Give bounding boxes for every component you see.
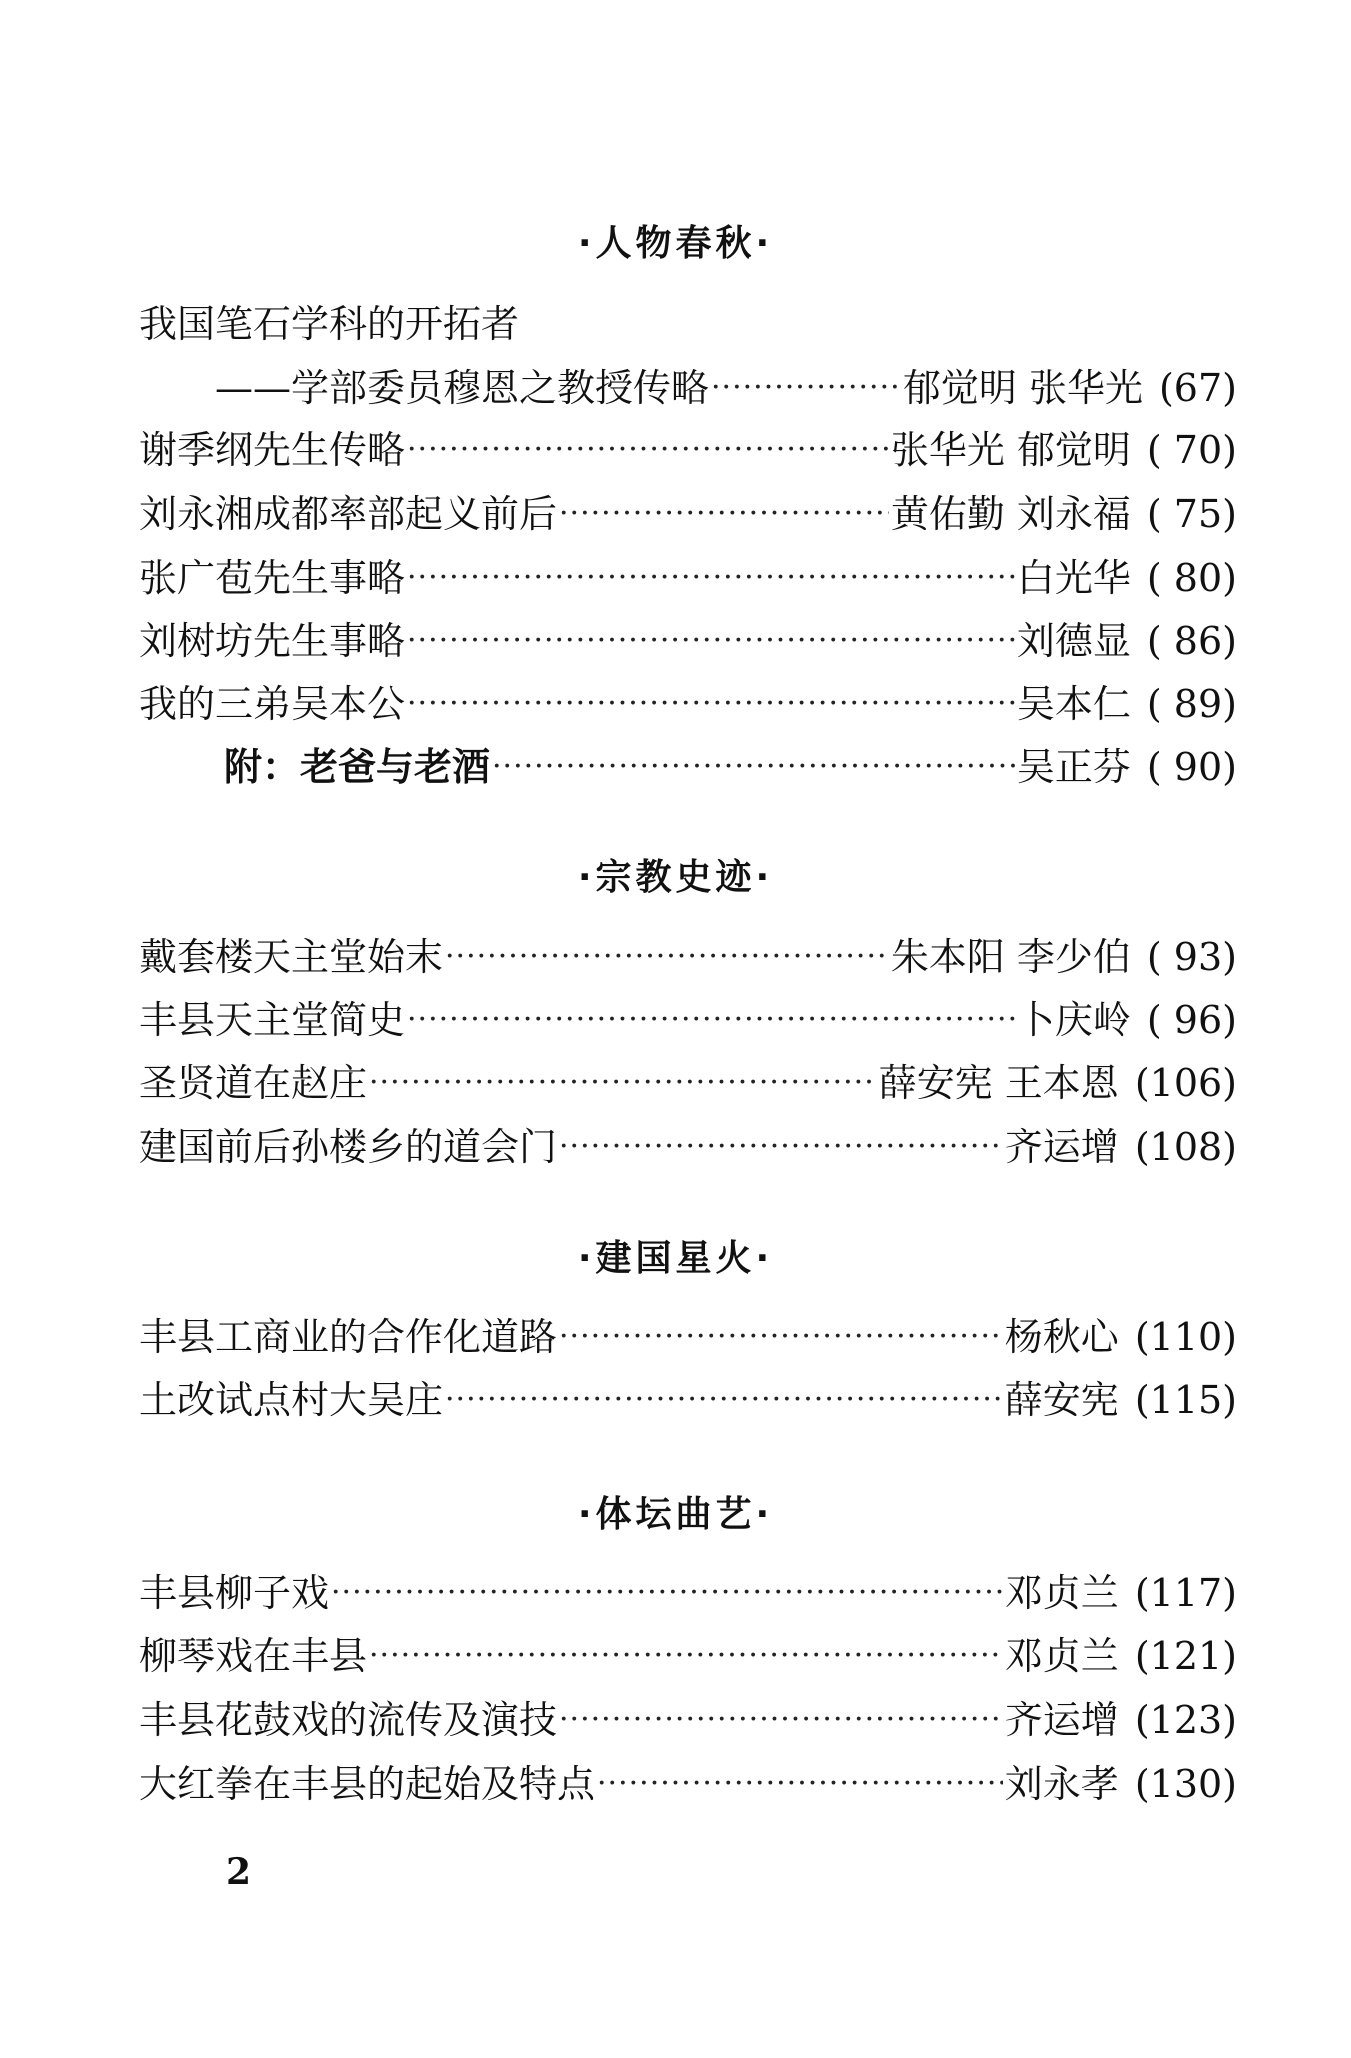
entry-page: ( 89) — [1146, 682, 1237, 726]
leader-dots — [559, 1690, 1003, 1750]
toc-entry — [139, 1370, 1237, 1430]
entry-author: 齐运增 — [1004, 1125, 1119, 1169]
entry-page: ( 90) — [1146, 745, 1237, 789]
entry-title: 丰县花鼓戏的流传及演技 — [139, 1698, 558, 1742]
toc-entry — [139, 674, 1237, 734]
entry-page: ( 80) — [1146, 556, 1237, 600]
leader-dots — [445, 1370, 1003, 1430]
leader-dots — [407, 990, 1015, 1050]
entry-page: ( 96) — [1146, 998, 1237, 1042]
leader-dots — [407, 420, 889, 480]
leader-dots — [445, 927, 889, 987]
entry-title: 丰县柳子戏 — [139, 1571, 330, 1615]
toc-entry — [139, 1754, 1237, 1814]
entry-author: 张华光 郁觉明 — [890, 428, 1131, 472]
entry-page: (108) — [1134, 1125, 1237, 1169]
entry-author: 薛安宪 王本恩 — [878, 1061, 1119, 1105]
toc-entry — [139, 1307, 1237, 1367]
entry-title: 柳琴戏在丰县 — [139, 1634, 368, 1678]
toc-entry — [224, 737, 1237, 797]
leader-dots — [711, 358, 901, 418]
toc-entry — [139, 548, 1237, 608]
toc-entry — [215, 358, 1237, 418]
toc-entry — [139, 1690, 1237, 1750]
toc-entry — [139, 294, 519, 354]
leader-dots — [369, 1053, 877, 1113]
toc-entry — [139, 927, 1237, 987]
entry-title: 张广苞先生事略 — [139, 556, 406, 600]
leader-dots — [559, 1307, 1003, 1367]
toc-entry — [139, 1053, 1237, 1113]
entry-title: 丰县工商业的合作化道路 — [139, 1315, 558, 1359]
entry-author: 刘德显 — [1016, 619, 1131, 663]
entry-page: (115) — [1134, 1378, 1237, 1422]
entry-author: 吴正芬 — [1016, 745, 1131, 789]
entry-page: ( 70) — [1146, 428, 1237, 472]
entry-author: 刘永孝 — [1004, 1762, 1119, 1806]
toc-entry — [139, 484, 1237, 544]
entry-title: ——学部委员穆恩之教授传略 — [215, 366, 710, 410]
entry-title: 大红拳在丰县的起始及特点 — [139, 1762, 596, 1806]
entry-author: 黄佑勤 刘永福 — [890, 492, 1131, 536]
entry-title: 我的三弟吴本公 — [139, 682, 406, 726]
section-heading: ·建国星火· — [577, 1238, 774, 1279]
section-heading: ·宗教史迹· — [577, 857, 774, 898]
entry-page: (121) — [1134, 1634, 1237, 1678]
toc-entry — [139, 990, 1237, 1050]
entry-page: (117) — [1134, 1571, 1237, 1615]
entry-author: 邓贞兰 — [1004, 1634, 1119, 1678]
leader-dots — [492, 737, 1015, 797]
entry-page: ( 86) — [1146, 619, 1237, 663]
toc-entry — [139, 420, 1237, 480]
entry-author: 白光华 — [1016, 556, 1131, 600]
entry-title: 建国前后孙楼乡的道会门 — [139, 1125, 558, 1169]
entry-title: 土改试点村大吴庄 — [139, 1378, 444, 1422]
entry-author: 邓贞兰 — [1004, 1571, 1119, 1615]
section-heading: ·人物春秋· — [577, 223, 774, 264]
leader-dots — [407, 674, 1015, 734]
entry-title: 戴套楼天主堂始末 — [139, 935, 444, 979]
entry-title: 刘树坊先生事略 — [139, 619, 406, 663]
entry-title: 我国笔石学科的开拓者 — [139, 302, 520, 346]
toc-entry — [139, 1563, 1237, 1623]
entry-author: 杨秋心 — [1004, 1315, 1119, 1359]
leader-dots — [559, 1117, 1003, 1177]
entry-title: 丰县天主堂简史 — [139, 998, 406, 1042]
entry-page: ( 93) — [1146, 935, 1237, 979]
leader-dots — [369, 1626, 1003, 1686]
entry-page: (67) — [1158, 366, 1237, 410]
leader-dots — [559, 484, 889, 544]
entry-title: 附：老爸与老酒 — [224, 744, 491, 789]
leader-dots — [331, 1563, 1003, 1623]
entry-author: 薛安宪 — [1004, 1378, 1119, 1422]
entry-author: 吴本仁 — [1016, 682, 1131, 726]
entry-title: 圣贤道在赵庄 — [139, 1061, 368, 1105]
section-heading: ·体坛曲艺· — [577, 1494, 774, 1535]
leader-dots — [597, 1754, 1003, 1814]
entry-author: 齐运增 — [1004, 1698, 1119, 1742]
entry-page: (123) — [1134, 1698, 1237, 1742]
toc-entry — [139, 611, 1237, 671]
entry-page: ( 75) — [1146, 492, 1237, 536]
entry-page: (106) — [1134, 1061, 1237, 1105]
entry-page: (110) — [1134, 1315, 1237, 1359]
entry-author: 卜庆岭 — [1016, 998, 1131, 1042]
leader-dots — [407, 611, 1015, 671]
page-number: 2 — [226, 1851, 252, 1893]
toc-entry — [139, 1117, 1237, 1177]
entry-title: 谢季纲先生传略 — [139, 428, 406, 472]
entry-author: 郁觉明 张华光 — [902, 366, 1143, 410]
leader-dots — [407, 548, 1015, 608]
entry-author: 朱本阳 李少伯 — [890, 935, 1131, 979]
entry-page: (130) — [1134, 1762, 1237, 1806]
toc-entry — [139, 1626, 1237, 1686]
entry-title: 刘永湘成都率部起义前后 — [139, 492, 558, 536]
